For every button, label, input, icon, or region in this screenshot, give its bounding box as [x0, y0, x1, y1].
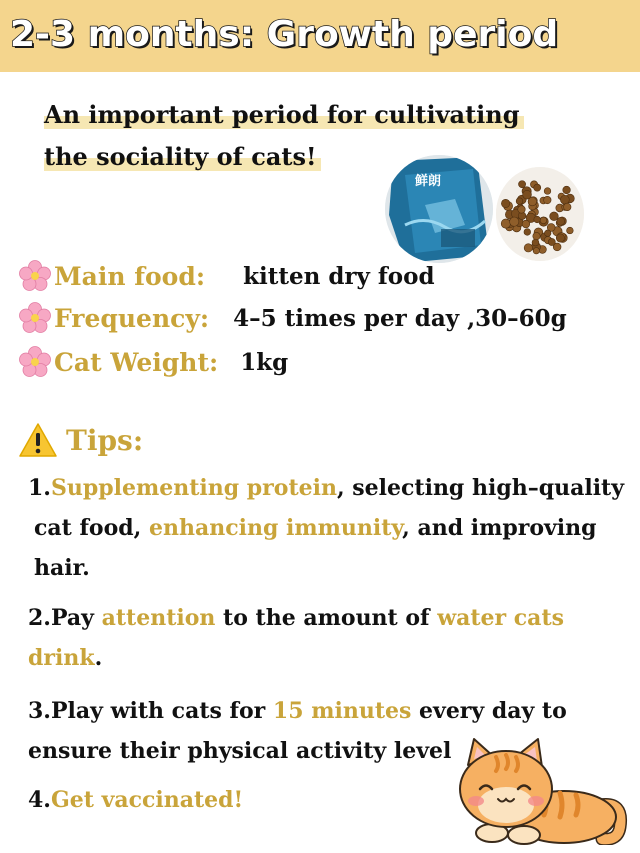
- tip-text: .: [94, 645, 103, 671]
- frequency-value: 4–5 times per day ,30–60g: [233, 304, 567, 332]
- tip-text: hair.: [34, 555, 90, 581]
- kibble-piece: [557, 217, 565, 225]
- kitten-food-bag-photo: [385, 155, 493, 263]
- kibble-piece: [567, 227, 574, 234]
- kibble-piece: [556, 234, 564, 242]
- headline-line-1: An important period for cultivating: [44, 100, 524, 129]
- bag-brand-text: 鲜朗: [415, 174, 442, 189]
- tip-2: [28, 598, 638, 678]
- kibble-piece: [524, 229, 531, 236]
- kibble-piece: [501, 199, 509, 207]
- kibble-piece: [563, 186, 571, 194]
- tip-text: 1.: [28, 475, 51, 501]
- cherry-blossom-icon: [18, 259, 52, 293]
- cherry-blossom-icon: [18, 345, 52, 379]
- tip-text: cat food,: [34, 515, 149, 541]
- tip-text: every day to: [411, 698, 567, 724]
- kibble-piece: [534, 216, 541, 223]
- kibble-piece: [544, 196, 552, 204]
- tip-text: 3.Play with cats for: [28, 698, 273, 724]
- kibble-piece: [544, 230, 550, 236]
- main-food-value: kitten dry food: [243, 262, 435, 290]
- main-food-row: [18, 256, 435, 296]
- page-title: 2-3 months: Growth period: [10, 14, 559, 55]
- dry-kibble-photo: [496, 167, 584, 261]
- tip-highlight: Get vaccinated!: [50, 787, 244, 813]
- main-food-label: Main food:: [54, 261, 206, 291]
- kibble-piece: [564, 203, 571, 210]
- tip-highlight: attention: [101, 605, 216, 631]
- kibble-piece: [522, 220, 530, 228]
- header-banner: [0, 0, 640, 72]
- kibble-piece: [534, 184, 541, 191]
- tip-highlight: Supplementing protein: [50, 475, 337, 501]
- kibble-piece: [533, 248, 539, 254]
- tip-text: 4.: [28, 787, 51, 813]
- headline-line-2: the sociality of cats!: [44, 142, 321, 171]
- kibble-piece: [516, 198, 523, 205]
- kibble-piece: [524, 244, 532, 252]
- tip-highlight: enhancing immunity: [148, 515, 403, 541]
- headline: [44, 94, 584, 178]
- frequency-row: [18, 298, 567, 338]
- tip-highlight: water cats: [437, 605, 564, 631]
- kibble-piece: [544, 188, 551, 195]
- tip-text: 2.Pay: [28, 605, 102, 631]
- tips-heading: [18, 418, 143, 462]
- kibble-piece: [533, 232, 540, 239]
- kibble-piece: [528, 197, 537, 206]
- tips-title: Tips:: [66, 423, 144, 457]
- orange-tabby-cat-illustration: [452, 735, 628, 845]
- tip-1: [28, 468, 638, 588]
- kibble-piece: [519, 181, 526, 188]
- tip-text: , and improving: [402, 515, 597, 541]
- cat-weight-label: Cat Weight:: [54, 347, 219, 377]
- tip-highlight: 15 minutes: [272, 698, 412, 724]
- tip-text: , selecting high–quality: [336, 475, 624, 501]
- tip-text: ensure their physical activity level: [28, 738, 452, 764]
- cat-weight-row: [18, 342, 288, 382]
- kibble-piece: [540, 217, 547, 224]
- frequency-label: Frequency:: [54, 303, 210, 333]
- tip-text: to the amount of: [215, 605, 438, 631]
- kibble-piece: [548, 238, 555, 245]
- kibble-piece: [560, 195, 569, 204]
- cherry-blossom-icon: [18, 301, 52, 335]
- cat-weight-value: 1kg: [240, 348, 289, 376]
- tip-highlight: drink: [28, 645, 95, 671]
- kibble-piece: [510, 217, 519, 226]
- warning-icon: [18, 422, 58, 458]
- kibble-piece: [501, 219, 510, 228]
- kibble-piece: [532, 239, 539, 246]
- kibble-piece: [518, 206, 526, 214]
